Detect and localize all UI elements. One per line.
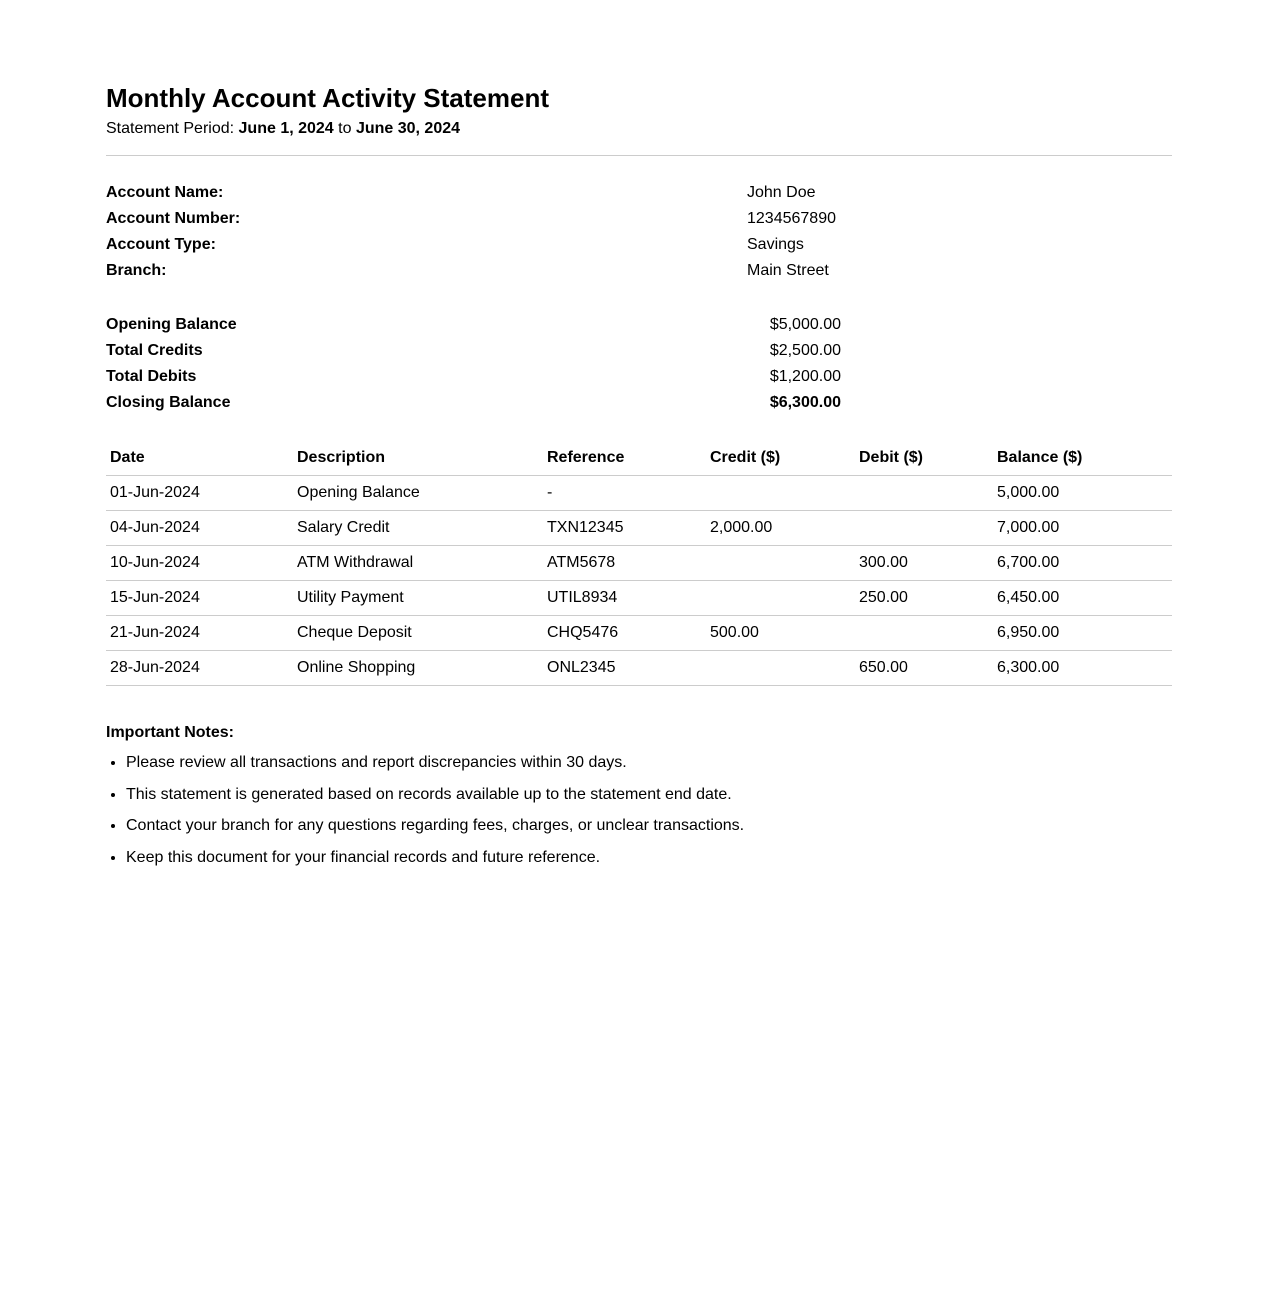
transactions-table: [106, 440, 1172, 686]
cell-date: 04-Jun-2024: [106, 511, 293, 546]
branch-row: [106, 258, 1172, 284]
account-number-row: [106, 206, 1172, 232]
closing-balance-row: [106, 390, 841, 416]
period-start: June 1, 2024: [238, 120, 334, 137]
notes-title: Important Notes:: [106, 724, 234, 741]
table-row: [106, 581, 1172, 616]
column-header-reference: Reference: [543, 440, 706, 476]
account-name-row: [106, 180, 1172, 206]
cell-description: Cheque Deposit: [293, 616, 543, 651]
cell-credit: [706, 651, 855, 686]
cell-description: Online Shopping: [293, 651, 543, 686]
cell-balance: 6,300.00: [993, 651, 1172, 686]
opening-balance-value: $5,000.00: [769, 316, 841, 333]
cell-date: 15-Jun-2024: [106, 581, 293, 616]
cell-reference: ONL2345: [543, 651, 706, 686]
cell-reference: UTIL8934: [543, 581, 706, 616]
closing-balance-value: $6,300.00: [769, 394, 841, 411]
cell-credit: 2,000.00: [706, 511, 855, 546]
header-divider: [106, 155, 1172, 156]
page-title: Monthly Account Activity Statement: [106, 83, 550, 113]
note-item: • Contact your branch for any questions regarding fees, charges, or unclear transactions.: [126, 815, 1172, 837]
cell-debit: [855, 511, 993, 546]
period-label: Statement Period:: [106, 120, 235, 137]
table-header-row: [106, 440, 1172, 476]
important-notes: [106, 722, 1172, 869]
total-credits-value: $2,500.00: [769, 342, 841, 359]
cell-balance: 5,000.00: [993, 476, 1172, 511]
total-debits-row: [106, 364, 841, 390]
cell-debit: [855, 616, 993, 651]
cell-balance: 6,700.00: [993, 546, 1172, 581]
cell-debit: 650.00: [855, 651, 993, 686]
total-debits-value: $1,200.00: [769, 368, 841, 385]
cell-debit: [855, 476, 993, 511]
cell-reference: TXN12345: [543, 511, 706, 546]
account-number-value: 1234567890: [747, 210, 836, 227]
cell-description: Utility Payment: [293, 581, 543, 616]
column-header-description: Description: [293, 440, 543, 476]
opening-balance-label: Opening Balance: [106, 316, 237, 333]
cell-date: 21-Jun-2024: [106, 616, 293, 651]
account-name-value: John Doe: [747, 184, 816, 201]
table-row: [106, 616, 1172, 651]
cell-reference: -: [543, 476, 706, 511]
cell-description: Salary Credit: [293, 511, 543, 546]
account-type-value: Savings: [747, 236, 804, 253]
cell-debit: 250.00: [855, 581, 993, 616]
closing-balance-label: Closing Balance: [106, 394, 231, 411]
table-row: [106, 511, 1172, 546]
branch-label: Branch:: [106, 262, 167, 279]
statement-page: [106, 80, 1172, 878]
total-credits-row: [106, 338, 841, 364]
cell-credit: [706, 476, 855, 511]
total-credits-label: Total Credits: [106, 342, 203, 359]
balance-summary: [106, 312, 841, 416]
cell-credit: 500.00: [706, 616, 855, 651]
column-header-balance: Balance ($): [993, 440, 1172, 476]
account-type-label: Account Type:: [106, 236, 216, 253]
table-row: [106, 476, 1172, 511]
cell-description: Opening Balance: [293, 476, 543, 511]
cell-reference: CHQ5476: [543, 616, 706, 651]
cell-date: 10-Jun-2024: [106, 546, 293, 581]
cell-description: ATM Withdrawal: [293, 546, 543, 581]
account-number-label: Account Number:: [106, 210, 241, 227]
note-item: • This statement is generated based on records available up to the statement end date.: [126, 784, 1172, 806]
table-row: [106, 651, 1172, 686]
account-info: [106, 180, 1172, 284]
cell-credit: [706, 546, 855, 581]
cell-date: 01-Jun-2024: [106, 476, 293, 511]
total-debits-label: Total Debits: [106, 368, 197, 385]
account-type-row: [106, 232, 1172, 258]
note-item: • Keep this document for your financial records and future reference.: [126, 847, 1172, 869]
cell-date: 28-Jun-2024: [106, 651, 293, 686]
opening-balance-row: [106, 312, 841, 338]
branch-value: Main Street: [747, 262, 829, 279]
cell-balance: 7,000.00: [993, 511, 1172, 546]
cell-reference: ATM5678: [543, 546, 706, 581]
cell-debit: 300.00: [855, 546, 993, 581]
period-to: to: [338, 120, 352, 137]
column-header-date: Date: [106, 440, 293, 476]
account-name-label: Account Name:: [106, 184, 224, 201]
notes-list: [106, 752, 1172, 869]
cell-credit: [706, 581, 855, 616]
column-header-credit: Credit ($): [706, 440, 855, 476]
cell-balance: 6,950.00: [993, 616, 1172, 651]
table-row: [106, 546, 1172, 581]
period-end: June 30, 2024: [355, 120, 461, 137]
statement-period: [106, 118, 1172, 140]
cell-balance: 6,450.00: [993, 581, 1172, 616]
column-header-debit: Debit ($): [855, 440, 993, 476]
note-item: • Please review all transactions and report discrepancies within 30 days.: [126, 752, 1172, 774]
